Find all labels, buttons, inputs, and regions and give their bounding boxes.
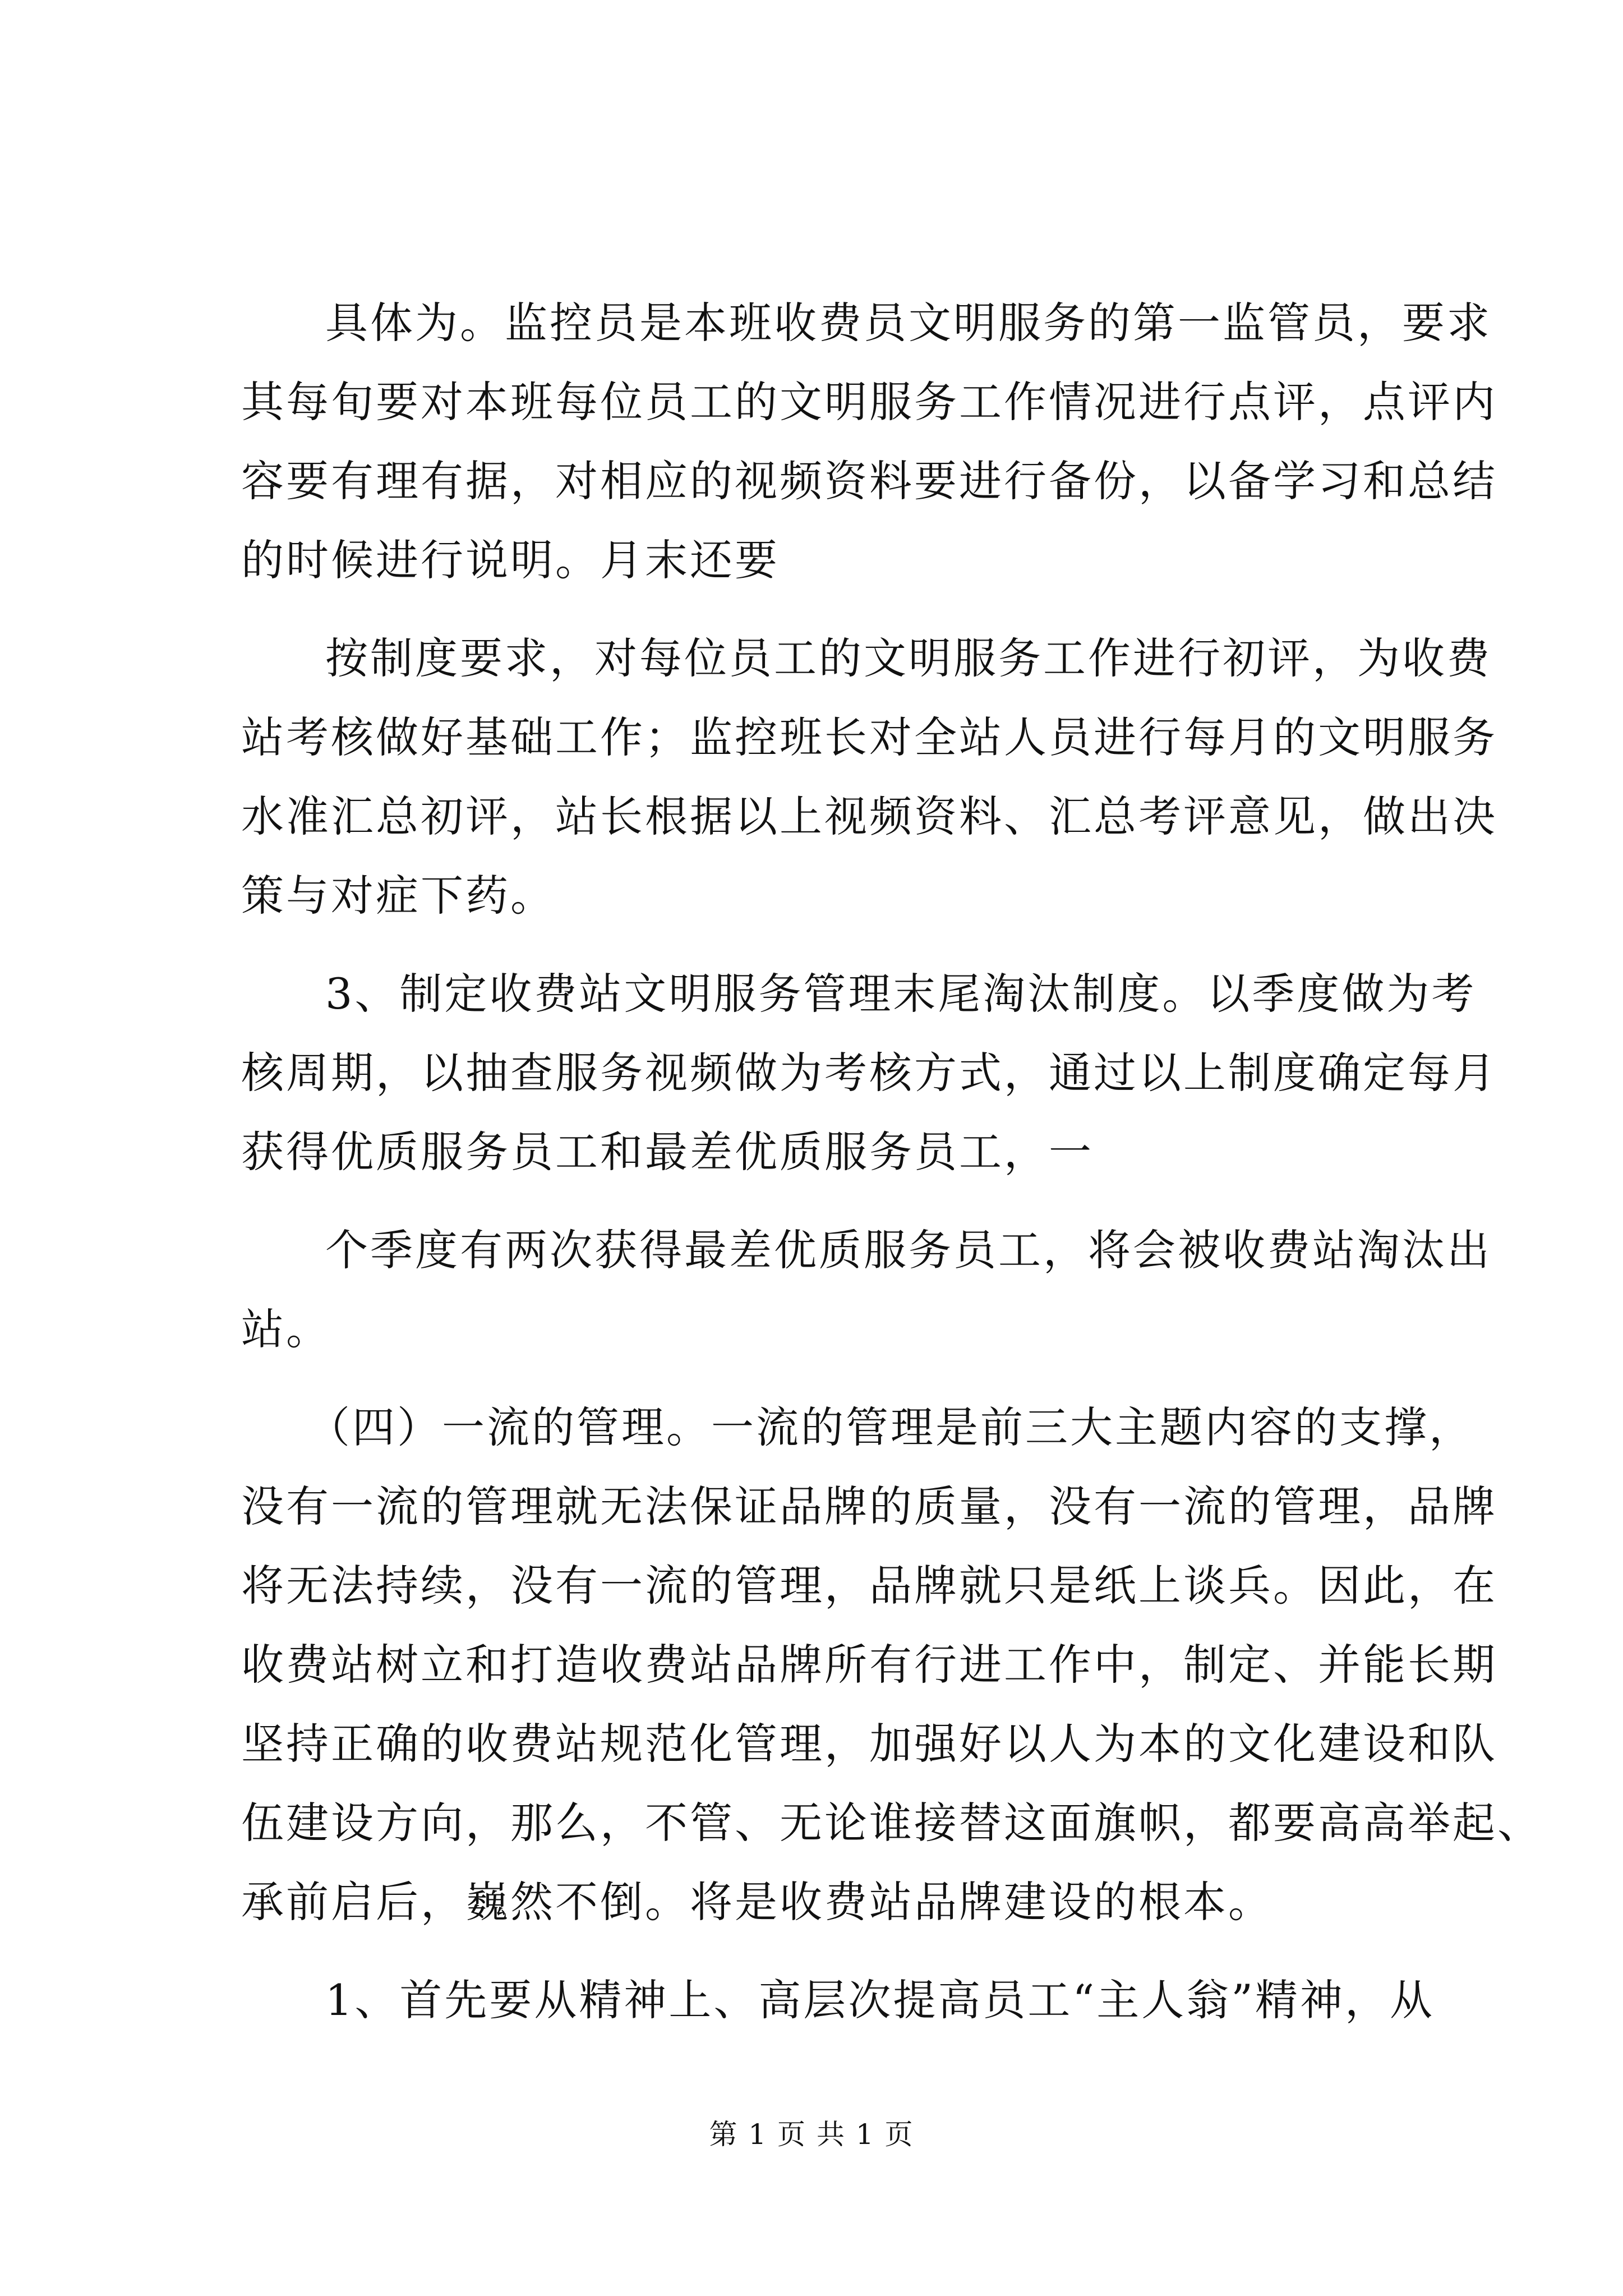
text-line: 水准汇总初评，站长根据以上视频资料、汇总考评意见，做出决 — [241, 792, 1497, 841]
document-body — [241, 283, 1542, 2059]
text-line: 个季度有两次获得最差优质服务员工，将会被收费站淘汰出 — [325, 1225, 1492, 1275]
text-line: 收费站树立和打造收费站品牌所有行进工作中，制定、并能长期 — [241, 1640, 1497, 1690]
text-line: 坚持正确的收费站规范化管理，加强好以人为本的文化建设和队 — [241, 1719, 1497, 1769]
paragraph — [241, 1211, 1492, 1369]
paragraph — [241, 1961, 1435, 2040]
text-line: 获得优质服务员工和最差优质服务员工，一 — [241, 1127, 1094, 1177]
page-footer — [0, 2115, 1623, 2154]
paragraph — [241, 619, 1497, 935]
text-line: 将无法持续，没有一流的管理，品牌就只是纸上谈兵。因此，在 — [241, 1561, 1497, 1611]
text-line: 策与对症下药。 — [241, 871, 555, 921]
text-line: 的时候进行说明。月末还要 — [241, 535, 780, 585]
text-line: 伍建设方向，那么，不管、无论谁接替这面旗帜，都要高高举起、 — [241, 1798, 1542, 1848]
text-line: 按制度要求，对每位员工的文明服务工作进行初评，为收费 — [325, 633, 1492, 683]
text-line: 1、首先要从精神上、高层次提高员工“主人翁”精神，从 — [325, 1975, 1435, 2025]
text-line: 站。 — [241, 1304, 331, 1354]
page-number-label: 第 1 页 共 1 页 — [709, 2118, 914, 2151]
text-line: 3、制定收费站文明服务管理末尾淘汰制度。以季度做为考 — [325, 969, 1477, 1019]
text-line: 没有一流的管理就无法保证品牌的质量，没有一流的管理，品牌 — [241, 1481, 1497, 1531]
paragraph — [241, 954, 1497, 1191]
text-line: 其每旬要对本班每位员工的文明服务工作情况进行点评，点评内 — [241, 377, 1497, 427]
text-line: 核周期，以抽查服务视频做为考核方式，通过以上制度确定每月 — [241, 1048, 1497, 1098]
text-line: 具体为。监控员是本班收费员文明服务的第一监管员，要求 — [325, 298, 1492, 348]
text-line: 承前启后，巍然不倒。将是收费站品牌建设的根本。 — [241, 1877, 1273, 1927]
text-line: （四）一流的管理。一流的管理是前三大主题内容的支撑， — [307, 1402, 1474, 1452]
paragraph — [241, 283, 1497, 600]
paragraph — [241, 1388, 1542, 1941]
text-line: 容要有理有据，对相应的视频资料要进行备份，以备学习和总结 — [241, 456, 1497, 506]
text-line: 站考核做好基础工作；监控班长对全站人员进行每月的文明服务 — [241, 712, 1497, 762]
